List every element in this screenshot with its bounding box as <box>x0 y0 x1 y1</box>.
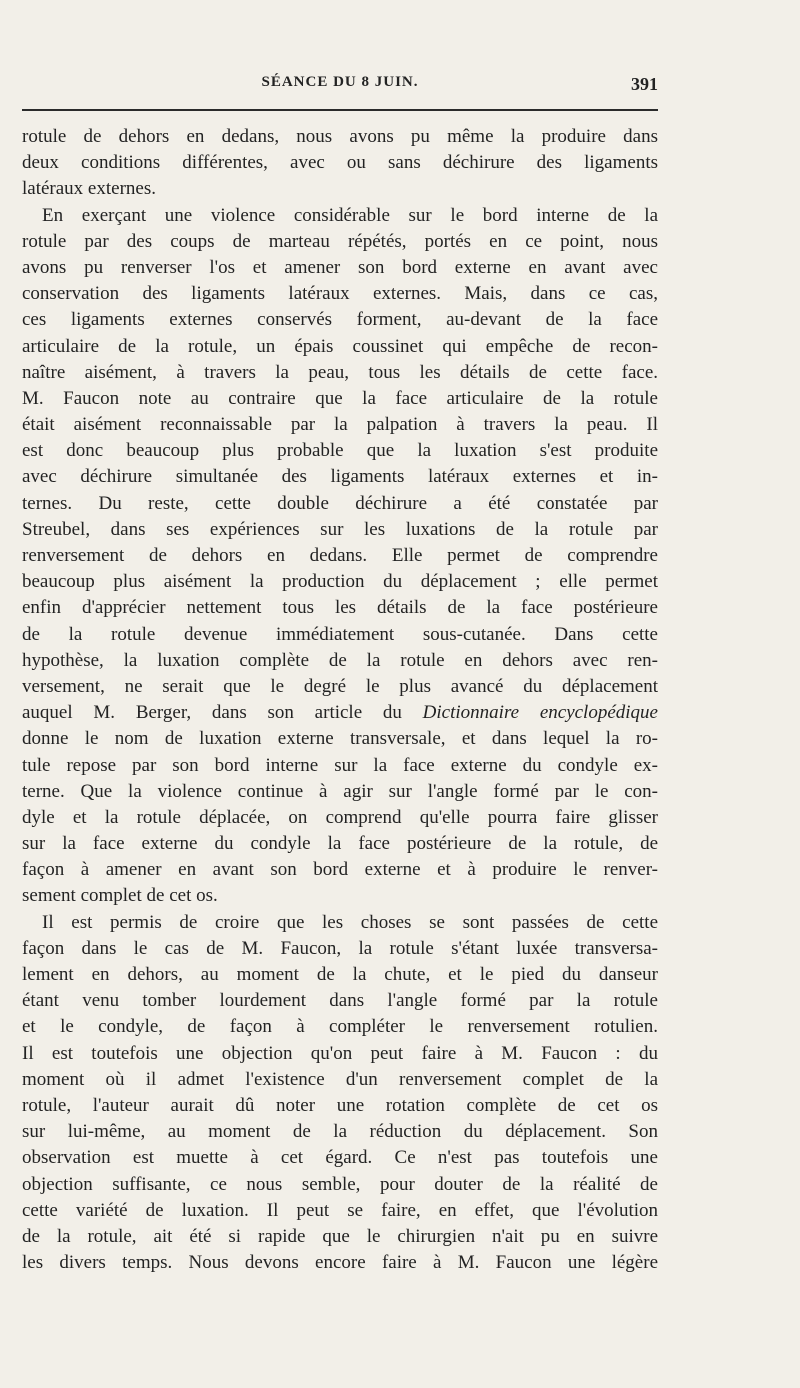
text-line: façon dans le cas de M. Faucon, la rotule s'étant luxée transversa- <box>22 937 658 959</box>
text-line: moment où il admet l'existence d'un renversement complet de la <box>22 1068 658 1090</box>
text-line: hypothèse, la luxation complète de la rotule en dehors avec ren- <box>22 649 658 671</box>
text-line: donne le nom de luxation externe transversale, et dans lequel la ro- <box>22 728 658 750</box>
text-line: rotule de dehors en dedans, nous avons pu même la produire dans <box>22 126 658 147</box>
text-line: sement complet de cet os. <box>22 885 218 907</box>
text-line: et le condyle, de façon à compléter le renversement rotulien. <box>22 1016 658 1038</box>
text-line: Il est toutefois une objection qu'on peut faire à M. Faucon : du <box>22 1042 658 1064</box>
text-line: de la rotule, ait été si rapide que le chirurgien n'ait pu en suivre <box>22 1225 658 1247</box>
text-line <box>22 700 658 726</box>
text-line: étant venu tomber lourdement dans l'angle formé par la rotule <box>22 990 658 1012</box>
text-line: rotule, l'auteur aurait dû noter une rotation complète de cet os <box>22 1094 658 1116</box>
text-line: était aisément reconnaissable par la palpation à travers la peau. Il <box>22 414 658 436</box>
text-line: renversement de dehors en dedans. Elle permet de comprendre <box>22 545 658 566</box>
text-line: articulaire de la rotule, un épais coussinet qui empêche de recon- <box>22 335 658 357</box>
text-line: dyle et la rotule déplacée, on comprend qu'elle pourra faire glisser <box>22 806 658 828</box>
italic-title: Dictionnaire encyclopédique <box>422 702 658 724</box>
text-line: latéraux externes. <box>22 178 156 200</box>
text-line: conservation des ligaments latéraux externes. Mais, dans ce cas, <box>22 283 658 305</box>
text-line: avec déchirure simultanée des ligaments latéraux externes et in- <box>22 466 658 488</box>
text-line: observation est muette à cet égard. Ce n'est pas toutefois une <box>22 1147 658 1169</box>
text-line: beaucoup plus aisément la production du déplacement ; elle permet <box>22 571 658 593</box>
text-line: cette variété de luxation. Il peut se faire, en effet, que l'évolution <box>22 1199 658 1221</box>
header-rule <box>22 109 658 111</box>
text-line: ternes. Du reste, cette double déchirure a été constatée par <box>22 492 658 514</box>
text-line: les divers temps. Nous devons encore faire à M. Faucon une légère <box>22 1252 658 1274</box>
body-text <box>22 124 658 1276</box>
text-line: objection suffisante, ce nous semble, pour douter de la réalité de <box>22 1173 658 1195</box>
text-line: deux conditions différentes, avec ou sans déchirure des ligaments <box>22 152 658 174</box>
text-line: tule repose par son bord interne sur la face externe du condyle ex- <box>22 754 658 776</box>
text-line: de la rotule devenue immédiatement sous-cutanée. Dans cette <box>22 623 658 645</box>
text-line: rotule par des coups de marteau répétés, portés en ce point, nous <box>22 230 658 252</box>
text-line: sur la face externe du condyle la face postérieure de la rotule, de <box>22 833 658 855</box>
text-line: avons pu renverser l'os et amener son bord externe en avant avec <box>22 256 658 278</box>
page-header <box>22 74 658 100</box>
text-line: M. Faucon note au contraire que la face articulaire de la rotule <box>22 387 658 409</box>
text-line: versement, ne serait que le degré le plus avancé du déplacement <box>22 675 658 697</box>
text-line: Il est permis de croire que les choses se sont passées de cette <box>42 911 658 933</box>
text-line: enfin d'apprécier nettement tous les détails de la face postérieure <box>22 597 658 619</box>
text-line-start: auquel M. Berger, dans son article du <box>22 702 423 724</box>
page-number: 391 <box>631 74 658 94</box>
text-line: Streubel, dans ses expériences sur les luxations de la rotule par <box>22 518 658 540</box>
text-line: naître aisément, à travers la peau, tous les détails de cette face. <box>22 361 658 383</box>
text-line: terne. Que la violence continue à agir sur l'angle formé par le con- <box>22 780 658 802</box>
running-head: SÉANCE DU 8 JUIN. <box>261 74 419 90</box>
text-line: sur lui-même, au moment de la réduction du déplacement. Son <box>22 1121 658 1143</box>
text-line: lement en dehors, au moment de la chute, et le pied du danseur <box>22 964 658 985</box>
text-line: En exerçant une violence considérable sur le bord interne de la <box>42 204 658 226</box>
text-line: est donc beaucoup plus probable que la luxation s'est produite <box>22 440 658 462</box>
text-line: ces ligaments externes conservés forment, au-devant de la face <box>22 309 658 331</box>
text-line: façon à amener en avant son bord externe et à produire le renver- <box>22 859 658 881</box>
